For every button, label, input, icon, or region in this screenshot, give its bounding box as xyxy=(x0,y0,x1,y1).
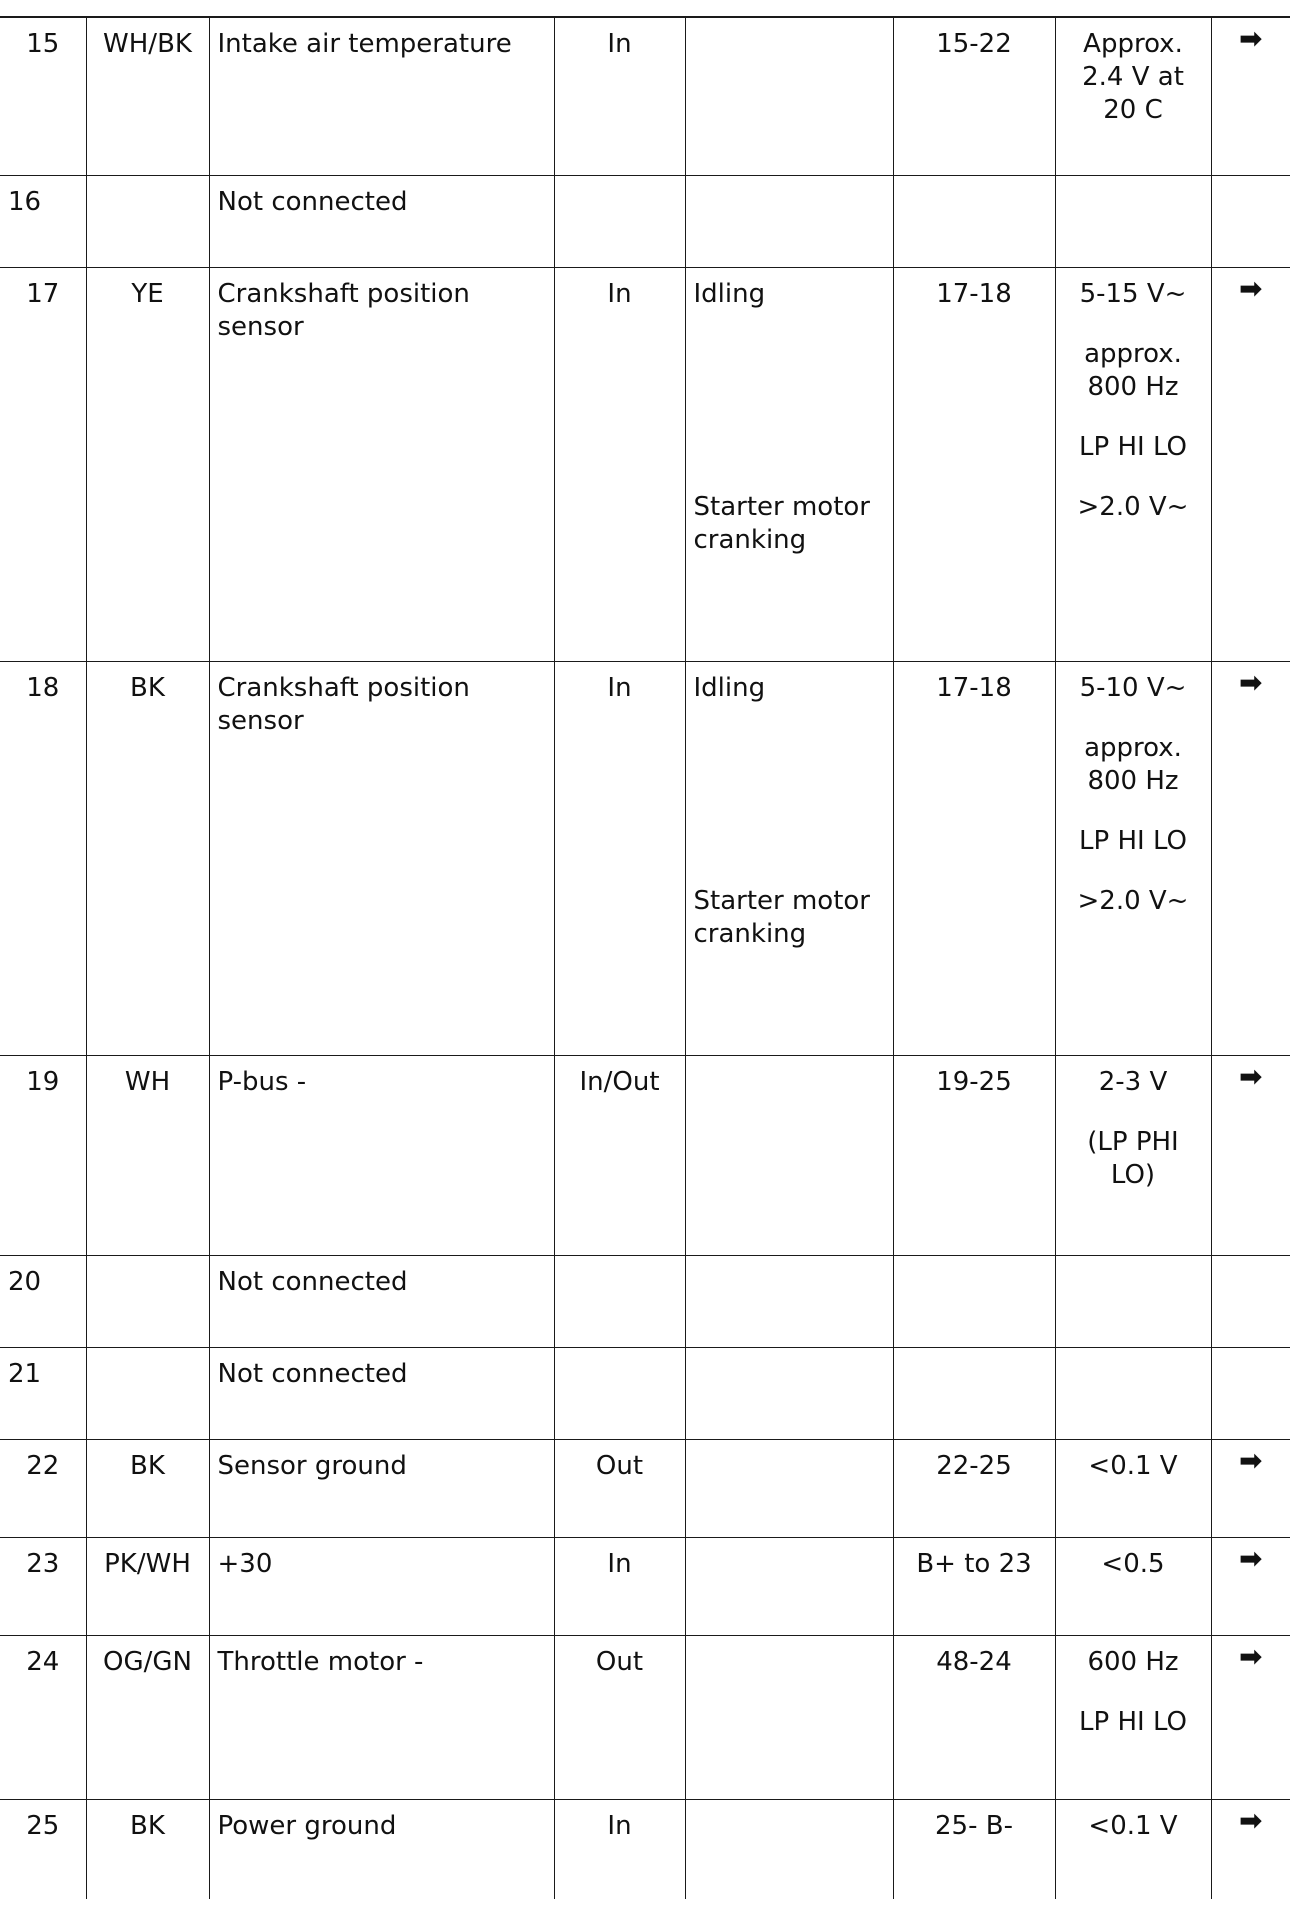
value-voltage: 5-15 V~ xyxy=(1079,278,1187,309)
nominal-value xyxy=(1055,267,1211,661)
wire-color: WH xyxy=(86,1055,209,1255)
test-condition xyxy=(685,1347,893,1439)
nav-cell xyxy=(1211,1255,1290,1347)
condition-cranking: Starter motor cranking xyxy=(693,491,870,555)
table-row xyxy=(0,1537,1290,1635)
value-frequency: approx. 800 Hz xyxy=(1084,732,1182,796)
next-arrow-icon[interactable]: ➡ xyxy=(1211,1635,1290,1799)
signal-direction xyxy=(554,1255,685,1347)
test-condition xyxy=(685,661,893,1055)
signal-direction xyxy=(554,175,685,267)
value-frequency: approx. 800 Hz xyxy=(1084,338,1182,402)
wire-color xyxy=(86,175,209,267)
test-condition xyxy=(685,1255,893,1347)
nominal-value: <0.1 V xyxy=(1055,1799,1211,1899)
signal-direction xyxy=(554,1347,685,1439)
nominal-value xyxy=(1055,1635,1211,1799)
table-row xyxy=(0,1799,1290,1899)
signal-direction: In xyxy=(554,17,685,175)
test-pins: 19-25 xyxy=(893,1055,1055,1255)
next-arrow-icon[interactable]: ➡ xyxy=(1211,1537,1290,1635)
test-pins xyxy=(893,175,1055,267)
component-description: Crankshaft position sensor xyxy=(209,661,554,1055)
wire-color: WH/BK xyxy=(86,17,209,175)
signal-direction: Out xyxy=(554,1635,685,1799)
test-pins: 17-18 xyxy=(893,267,1055,661)
table-row xyxy=(0,175,1290,267)
value-scope-setting: LP HI LO xyxy=(1079,431,1187,462)
test-condition xyxy=(685,1537,893,1635)
signal-direction: In xyxy=(554,267,685,661)
value-voltage: 5-10 V~ xyxy=(1079,672,1187,703)
component-description: Power ground xyxy=(209,1799,554,1899)
nominal-value xyxy=(1055,175,1211,267)
nominal-value xyxy=(1055,1347,1211,1439)
value-scope-setting: (LP PHI LO) xyxy=(1087,1126,1179,1190)
pin-number: 20 xyxy=(0,1255,86,1347)
test-pins: 22-25 xyxy=(893,1439,1055,1537)
value-cranking-voltage: >2.0 V~ xyxy=(1077,885,1189,916)
table-row xyxy=(0,267,1290,661)
pin-number: 23 xyxy=(0,1537,86,1635)
test-condition xyxy=(685,1799,893,1899)
value-scope-setting: LP HI LO xyxy=(1079,825,1187,856)
condition-idling: Idling xyxy=(693,672,766,703)
component-description: P-bus - xyxy=(209,1055,554,1255)
pin-number: 17 xyxy=(0,267,86,661)
component-description: Not connected xyxy=(209,1255,554,1347)
component-description: Intake air temperature xyxy=(209,17,554,175)
test-pins: B+ to 23 xyxy=(893,1537,1055,1635)
wire-color xyxy=(86,1255,209,1347)
pin-number: 25 xyxy=(0,1799,86,1899)
test-pins: 25- B- xyxy=(893,1799,1055,1899)
next-arrow-icon[interactable]: ➡ xyxy=(1211,661,1290,1055)
nominal-value: <0.1 V xyxy=(1055,1439,1211,1537)
test-pins: 48-24 xyxy=(893,1635,1055,1799)
signal-direction: In xyxy=(554,1537,685,1635)
nav-cell xyxy=(1211,175,1290,267)
condition-cranking: Starter motor cranking xyxy=(693,885,870,949)
test-condition xyxy=(685,17,893,175)
pin-number: 16 xyxy=(0,175,86,267)
pin-number: 18 xyxy=(0,661,86,1055)
wire-color: BK xyxy=(86,1799,209,1899)
pin-number: 24 xyxy=(0,1635,86,1799)
wire-color: PK/WH xyxy=(86,1537,209,1635)
test-pins xyxy=(893,1347,1055,1439)
pin-number: 15 xyxy=(0,17,86,175)
component-description: Not connected xyxy=(209,1347,554,1439)
next-arrow-icon[interactable]: ➡ xyxy=(1211,1439,1290,1537)
test-pins xyxy=(893,1255,1055,1347)
nominal-value: <0.5 xyxy=(1055,1537,1211,1635)
value-cranking-voltage: >2.0 V~ xyxy=(1077,491,1189,522)
signal-direction: In xyxy=(554,661,685,1055)
nominal-value xyxy=(1055,661,1211,1055)
wire-color: BK xyxy=(86,1439,209,1537)
next-arrow-icon[interactable]: ➡ xyxy=(1211,17,1290,175)
wire-color: BK xyxy=(86,661,209,1055)
pin-number: 19 xyxy=(0,1055,86,1255)
signal-direction: In/Out xyxy=(554,1055,685,1255)
table-row xyxy=(0,661,1290,1055)
component-description: Not connected xyxy=(209,175,554,267)
pin-number: 22 xyxy=(0,1439,86,1537)
test-condition xyxy=(685,175,893,267)
value-scope-setting: LP HI LO xyxy=(1079,1706,1187,1737)
next-arrow-icon[interactable]: ➡ xyxy=(1211,1055,1290,1255)
component-description: +30 xyxy=(209,1537,554,1635)
wire-color xyxy=(86,1347,209,1439)
test-condition xyxy=(685,1055,893,1255)
nominal-value xyxy=(1055,1055,1211,1255)
condition-idling: Idling xyxy=(693,278,766,309)
wire-color: YE xyxy=(86,267,209,661)
test-condition xyxy=(685,1635,893,1799)
test-condition xyxy=(685,1439,893,1537)
table-row xyxy=(0,1347,1290,1439)
test-condition xyxy=(685,267,893,661)
test-pins: 17-18 xyxy=(893,661,1055,1055)
component-description: Crankshaft position sensor xyxy=(209,267,554,661)
component-description: Throttle motor - xyxy=(209,1635,554,1799)
pin-number: 21 xyxy=(0,1347,86,1439)
table-row xyxy=(0,1055,1290,1255)
nominal-value xyxy=(1055,1255,1211,1347)
pin-table xyxy=(0,16,1290,1899)
table-row xyxy=(0,1439,1290,1537)
next-arrow-icon[interactable]: ➡ xyxy=(1211,267,1290,661)
value-voltage: 2-3 V xyxy=(1098,1066,1168,1097)
nav-cell xyxy=(1211,1347,1290,1439)
nominal-value: Approx. 2.4 V at 20 C xyxy=(1055,17,1211,175)
table-row xyxy=(0,17,1290,175)
table-row xyxy=(0,1255,1290,1347)
table-row xyxy=(0,1635,1290,1799)
signal-direction: In xyxy=(554,1799,685,1899)
next-arrow-icon[interactable]: ➡ xyxy=(1211,1799,1290,1899)
test-pins: 15-22 xyxy=(893,17,1055,175)
component-description: Sensor ground xyxy=(209,1439,554,1537)
value-frequency: 600 Hz xyxy=(1087,1646,1179,1677)
wire-color: OG/GN xyxy=(86,1635,209,1799)
signal-direction: Out xyxy=(554,1439,685,1537)
